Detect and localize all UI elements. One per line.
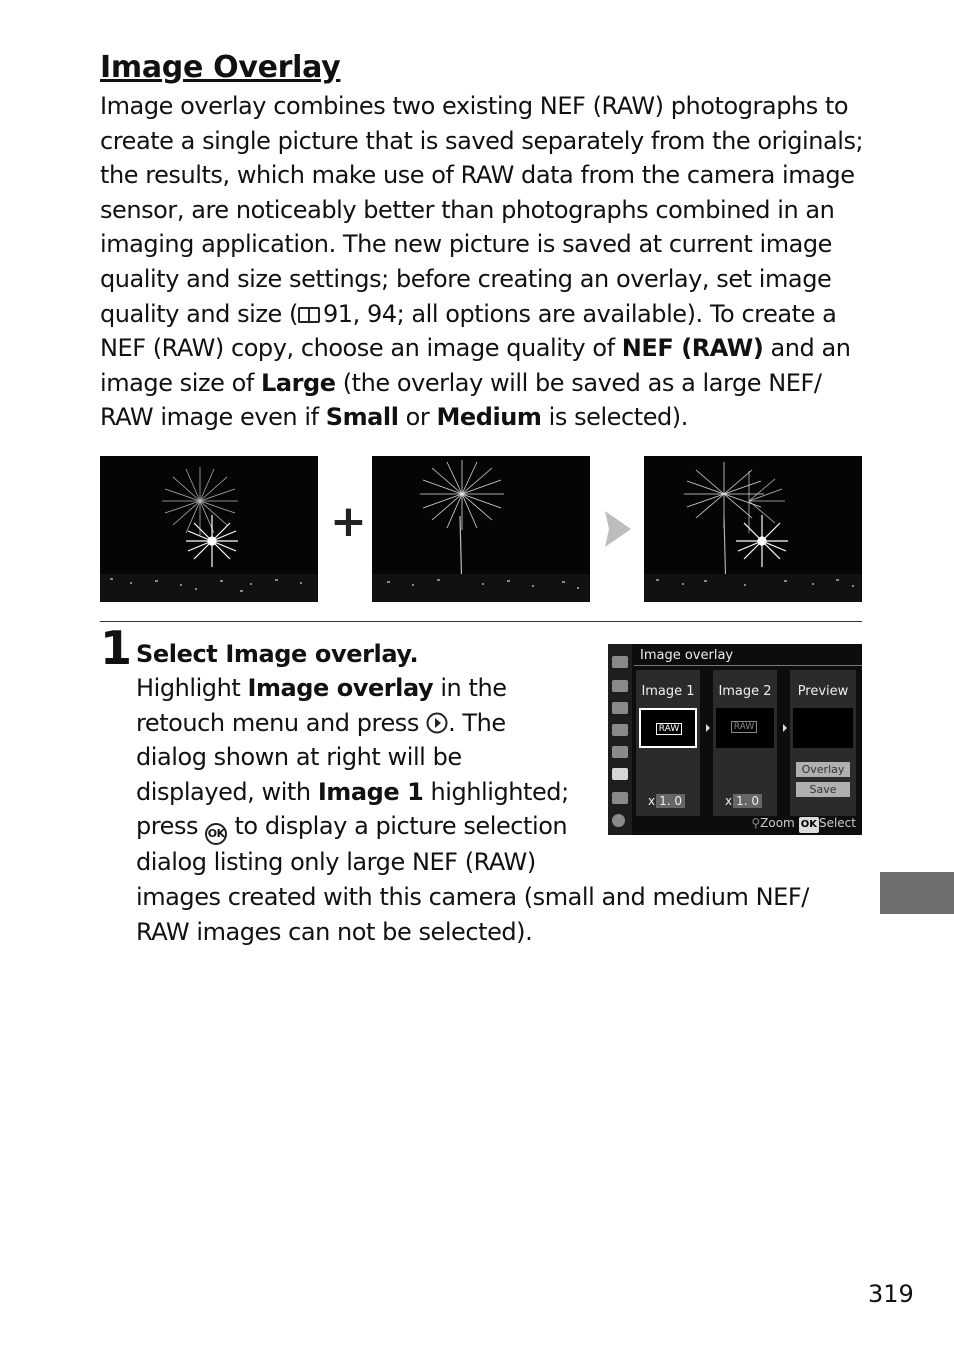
text: highlighted;: [423, 777, 569, 806]
nef-raw-term: NEF (RAW): [621, 334, 764, 363]
firework-photo-2: [372, 456, 590, 602]
text: . The: [448, 708, 506, 737]
help-icon: [612, 814, 625, 827]
step-heading-post: .: [409, 640, 419, 668]
text: displayed, with: [136, 777, 318, 806]
small-term: Small: [325, 403, 399, 432]
raw-badge: RAW: [731, 721, 757, 733]
intro-text-6: is selected).: [541, 403, 688, 432]
text: Highlight: [136, 674, 248, 702]
image1-gain[interactable]: [648, 794, 685, 808]
intro-text-1: Image overlay combines two existing NEF (RAW) photographs to create a single picture that is saved separately from the originals; the results, which make use of RAW data from the camera image sensor, are noticeably better than photographs combined in an imaging application. The new picture is saved at current image quality and size settings; before creating an overlay, set image quality and size (: [100, 92, 864, 328]
large-term: Large: [261, 368, 336, 397]
book-icon: [298, 307, 320, 323]
shooting-menu-icon: [612, 680, 628, 692]
text: press: [136, 812, 206, 841]
firework-photo-combined: [644, 456, 862, 602]
arrow-right-icon: [603, 511, 633, 547]
intro-text-4: (the overlay will be saved as a large NEF/ RAW image even if: [100, 368, 822, 432]
step-heading-pre: Select: [136, 640, 226, 668]
image1-term: Image 1: [317, 777, 424, 806]
movie-menu-icon: [612, 702, 628, 714]
raw-badge: RAW: [656, 723, 682, 735]
preview-label: Preview: [797, 684, 849, 699]
multi-selector-right-icon: [426, 712, 448, 734]
zoom-label: Zoom: [760, 816, 795, 830]
arrow-icon: [706, 724, 710, 732]
step-line: images created with this camera (small and medium NEF/: [136, 882, 809, 911]
intro-text-2: ; all options are available). To create a NEF (RAW) copy, choose an image quality of: [100, 299, 837, 363]
medium-term: Medium: [436, 403, 542, 432]
preview-column: [790, 670, 856, 816]
menu-sidebar: [608, 644, 632, 835]
step-heading-bold: Image overlay: [225, 640, 410, 668]
chapter-tab: [880, 872, 954, 914]
ok-button-icon: OK: [205, 823, 227, 845]
ok-key-icon: OK: [799, 817, 819, 833]
menu-term: Image overlay: [247, 674, 434, 702]
page-reference[interactable]: 91, 94: [322, 299, 397, 328]
image2-label: Image 2: [718, 684, 772, 699]
image2-column[interactable]: [713, 670, 777, 816]
zoom-icon: ⚲: [751, 816, 761, 830]
title-divider: [634, 665, 862, 666]
step-heading: [136, 637, 418, 672]
x-label: x: [725, 794, 733, 808]
image1-column[interactable]: [636, 670, 700, 816]
intro-text-3: and an image size of: [100, 334, 851, 397]
text: to display a picture selection: [227, 812, 568, 841]
screen-footer: [751, 815, 856, 833]
image2-gain[interactable]: [725, 794, 762, 808]
step-line: dialog listing only large NEF (RAW): [136, 848, 536, 877]
image1-label: Image 1: [641, 684, 695, 699]
image1-slot[interactable]: [639, 708, 697, 748]
preview-slot: [793, 708, 853, 748]
page-number: 319: [868, 1280, 914, 1308]
screen-title: Image overlay: [640, 648, 734, 663]
step-line: RAW images can not be selected).: [136, 917, 533, 946]
step-number: 1: [100, 621, 133, 675]
intro-paragraph: [100, 89, 870, 435]
playback-menu-icon: [612, 656, 628, 668]
gain-value: 1. 0: [733, 794, 762, 808]
image2-slot[interactable]: [716, 708, 774, 748]
arrow-icon: [783, 724, 787, 732]
intro-text-5: or: [398, 403, 437, 432]
firework-photo-1: [100, 456, 318, 602]
retouch-menu-icon: [612, 768, 628, 780]
camera-screen: [608, 644, 862, 835]
plus-sign: +: [330, 496, 367, 547]
step-line: dialog shown at right will be: [136, 743, 462, 772]
gain-value: 1. 0: [656, 794, 685, 808]
overlay-button[interactable]: Overlay: [796, 762, 850, 777]
custom-settings-icon: [612, 724, 628, 736]
section-divider: [100, 621, 862, 622]
text: retouch menu and press: [136, 708, 427, 737]
select-label: Select: [818, 816, 856, 830]
page-title: Image Overlay: [100, 50, 341, 85]
setup-menu-icon: [612, 746, 628, 758]
x-label: x: [648, 794, 656, 808]
save-button[interactable]: Save: [796, 782, 850, 797]
text: in the: [433, 674, 507, 702]
my-menu-icon: [612, 792, 628, 804]
